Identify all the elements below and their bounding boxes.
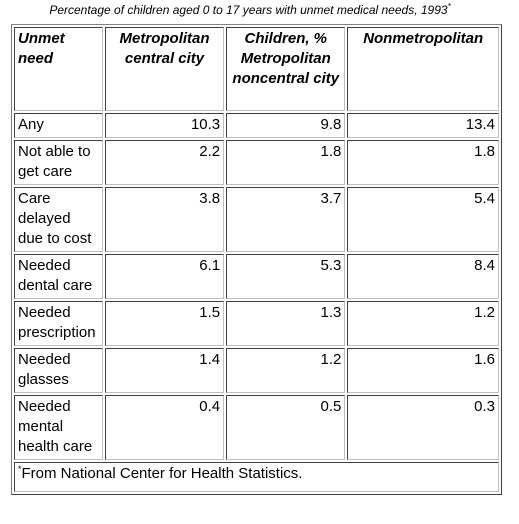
cell-metro-central: 1.5 xyxy=(105,301,224,346)
footnote-marker: * xyxy=(18,464,22,474)
cell-nonmetro: 1.8 xyxy=(347,140,499,185)
footnote-text: From National Center for Health Statistics. xyxy=(21,465,303,482)
cell-nonmetro: 1.6 xyxy=(347,348,499,393)
table-caption xyxy=(0,2,500,18)
table-row xyxy=(14,348,499,393)
caption-text: Percentage of children aged 0 to 17 years with unmet medical needs, 1993 xyxy=(49,3,448,17)
table-footnote xyxy=(14,462,499,492)
row-label: Needed mental health care xyxy=(14,395,103,460)
header-nonmetropolitan: Nonmetropolitan xyxy=(347,27,499,111)
table-footnote-row xyxy=(14,462,499,492)
cell-metro-noncentral: 5.3 xyxy=(226,254,345,299)
cell-nonmetro: 0.3 xyxy=(347,395,499,460)
row-label: Not able to get care xyxy=(14,140,103,185)
table-row xyxy=(14,254,499,299)
row-label: Care delayed due to cost xyxy=(14,187,103,252)
table-row xyxy=(14,140,499,185)
unmet-needs-table xyxy=(11,24,502,495)
cell-metro-noncentral: 3.7 xyxy=(226,187,345,252)
header-metro-noncentral-city: Children, % Metropolitan noncentral city xyxy=(226,27,345,111)
cell-metro-central: 0.4 xyxy=(105,395,224,460)
cell-metro-central: 10.3 xyxy=(105,113,224,138)
caption-footnote-marker: * xyxy=(447,2,451,11)
row-label: Needed dental care xyxy=(14,254,103,299)
cell-nonmetro: 8.4 xyxy=(347,254,499,299)
table-row xyxy=(14,301,499,346)
cell-metro-central: 2.2 xyxy=(105,140,224,185)
cell-nonmetro: 5.4 xyxy=(347,187,499,252)
cell-metro-noncentral: 1.2 xyxy=(226,348,345,393)
cell-metro-central: 3.8 xyxy=(105,187,224,252)
header-metro-central-city: Metropolitan central city xyxy=(105,27,224,111)
cell-metro-noncentral: 9.8 xyxy=(226,113,345,138)
table-row xyxy=(14,113,499,138)
cell-metro-central: 6.1 xyxy=(105,254,224,299)
header-unmet-need: Unmet need xyxy=(14,27,103,111)
cell-metro-noncentral: 1.8 xyxy=(226,140,345,185)
cell-metro-central: 1.4 xyxy=(105,348,224,393)
cell-metro-noncentral: 1.3 xyxy=(226,301,345,346)
cell-metro-noncentral: 0.5 xyxy=(226,395,345,460)
row-label: Any xyxy=(14,113,103,138)
row-label: Needed prescription xyxy=(14,301,103,346)
table-row xyxy=(14,395,499,460)
cell-nonmetro: 13.4 xyxy=(347,113,499,138)
row-label: Needed glasses xyxy=(14,348,103,393)
table-header-row xyxy=(14,27,499,111)
cell-nonmetro: 1.2 xyxy=(347,301,499,346)
table-row xyxy=(14,187,499,252)
